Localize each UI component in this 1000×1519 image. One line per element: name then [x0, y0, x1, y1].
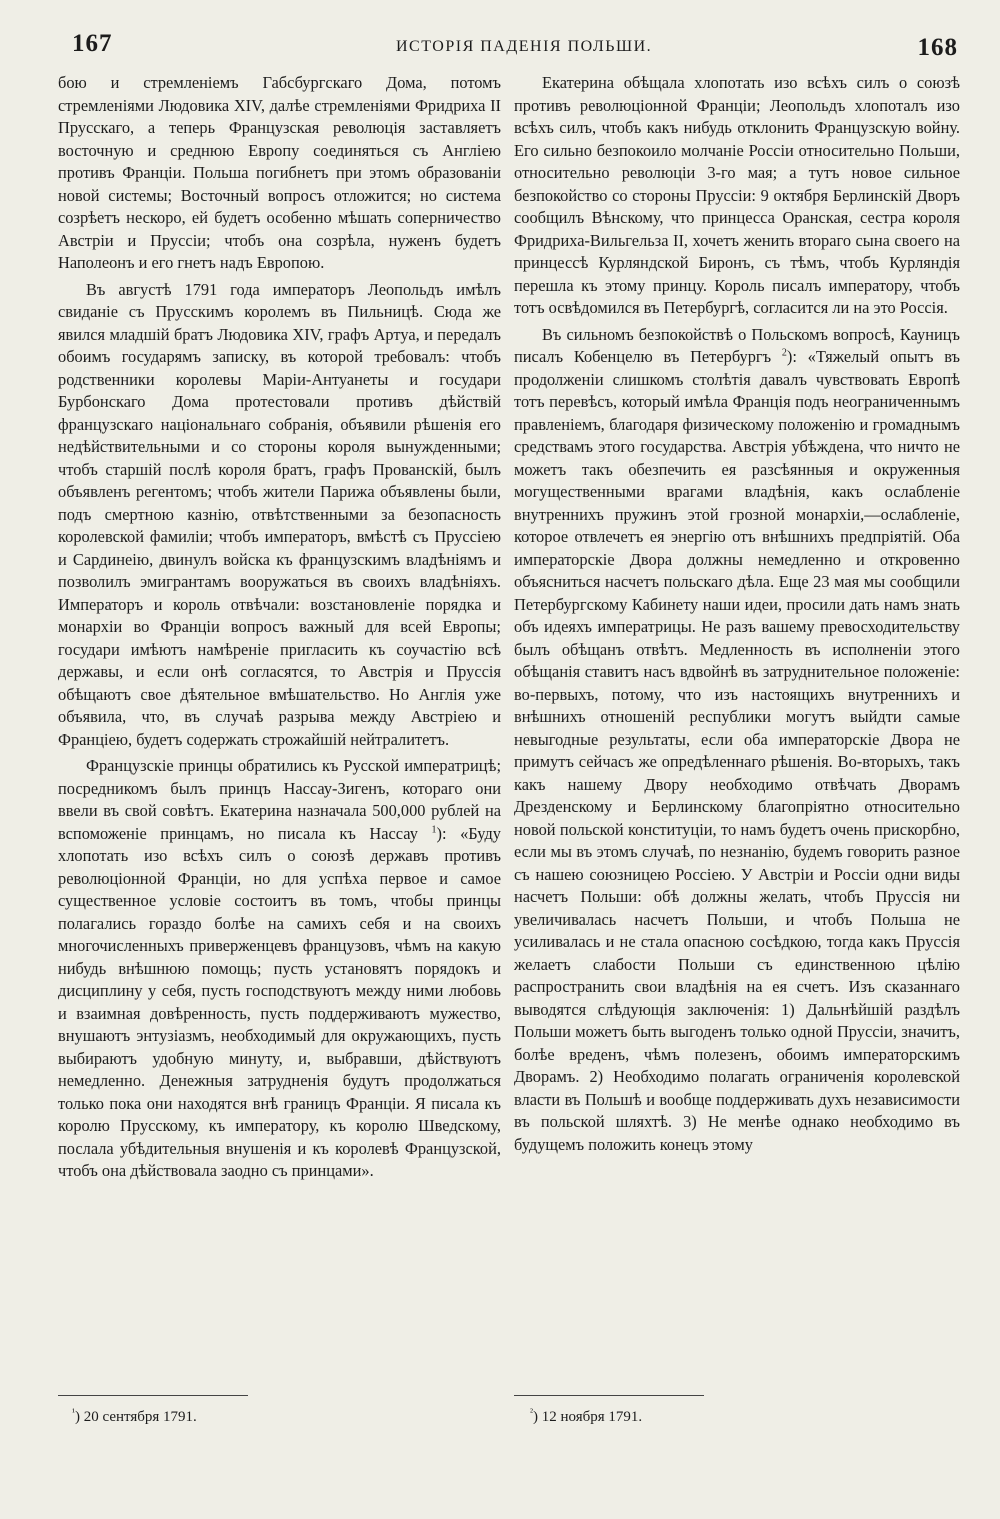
page-header — [0, 30, 1000, 70]
right-column — [514, 72, 960, 1156]
paragraph-text: Французскіе принцы обратились къ Русской императрицѣ; посредникомъ былъ принцъ Нассау-Зигенъ, котораго они ввели въ свой совѣтъ. Екатерина назначала 500,000 рублей на вспоможеніе принцамъ, но писала къ Нассау — [58, 756, 501, 843]
paragraph — [514, 324, 960, 1157]
footnote-divider — [58, 1395, 248, 1396]
running-title: ИСТОРІЯ ПАДЕНІЯ ПОЛЬШИ. — [396, 38, 653, 55]
footnote-text: ) 12 ноября 1791. — [533, 1409, 643, 1425]
footnote-mark: ² — [530, 1407, 533, 1418]
footnote — [72, 1409, 197, 1426]
footnote-ref: 2 — [781, 347, 787, 359]
paragraph: бою и стремленіемъ Габсбургскаго Дома, потомъ стремленіями Людовика XIV, далѣе стремленіями Фридриха II Прусскаго, а теперь Французская революція заставляетъ восточную и среднюю Европу соединяться съ Англіею противъ Франціи. Польша погибнетъ при этомъ образованіи новой системы; Восточный вопросъ отложится; но система созрѣетъ нескоро, ей будетъ особенно мѣшать соперничество Австріи и Пруссіи; чтобъ она созрѣла, нуженъ будетъ Наполеонъ и его гнетъ надъ Европою. — [58, 73, 501, 272]
page-number-right: 168 — [917, 34, 958, 61]
paragraph-text: Въ сильномъ безпокойствѣ о Польскомъ вопросѣ, Кауницъ писалъ Кобенцелю въ Петербургъ — [514, 324, 960, 366]
footnote-text: ) 20 сентября 1791. — [75, 1409, 197, 1425]
paragraph: Въ августѣ 1791 года императоръ Леопольдъ имѣлъ свиданіе съ Прусскимъ королемъ въ Пильницѣ. Сюда же явился младшій братъ Людовика XIV, графъ Артуа, и передалъ обоимъ государямъ записку, въ которой требовалъ: чтобъ родственники королевы Маріи-Антуанеты и государи Бурбонскаго Дома протестовали противъ дѣйствій французскаго національнаго собранія, объявили рѣшенія его недѣйствительными и со стороны короля вынужденными; чтобъ старшій послѣ короля братъ, графъ Прованскій, былъ объявленъ регентомъ; чтобъ жители Парижа объявлены были, подъ смертною казнію, отвѣтственными за безопасность королевской фамиліи; чтобъ императоръ, вмѣстѣ съ Пруссіею и Сардинеію, двинулъ войска къ французскимъ владѣніямъ и позволилъ эмигрантамъ вооружаться въ своихъ владѣніяхъ. Императоръ и король отвѣчали: возстановленіе порядка и монархіи во Франціи вопросъ важный для всей Европы; государи имѣютъ намѣреніе пригласить къ соучастію всѣ державы, и если онѣ согласятся, то Австрія и Пруссія обѣщаютъ свое дѣятельное вмѣшательство. Но Англія уже объявила, что, въ случаѣ разрыва между Австріею и Франціею, будетъ содержать строжайшій нейтралитетъ. — [58, 279, 501, 749]
footnote-mark: ¹ — [72, 1407, 75, 1418]
paragraph: Екатерина обѣщала хлопотать изо всѣхъ силъ о союзѣ противъ революціонной Франціи; Леопольдъ хлопоталъ изо всѣхъ силъ, чтобъ какъ нибудь отклонить Французскую войну. Его сильно безпокоило молчаніе Россіи относительно Польши, относительно революціи 3-го мая; а тутъ новое сильное безпокойство со стороны Пруссіи: 9 октября Берлинскій Дворъ сообщилъ Вѣнскому, что принцесса Оранская, сестра короля Фридриха-Вильгельза II, хочетъ женить втораго сына своего на принцессѣ Курляндской Биронъ, съ тѣмъ, чтобъ Курляндія перешла къ этому принцу. Король писалъ императору, чтобъ тотъ освѣдомился въ Петербургѣ, согласится ли на это Россія. — [514, 73, 960, 317]
paragraph-text: ): «Тяжелый опытъ въ продолженіи слишкомъ столѣтія давалъ чувствовать Европѣ тотъ перевѣсъ, который имѣла Франція подъ неограниченнымъ правленіемъ, благодаря физическому положенію и громаднымъ средствамъ этого государства. Австрія убѣждена, что ничто не можетъ такъ обезпечить ея разсѣянныя и окруженныя могущественными врагами владѣнія, какъ ослабленіе внутреннихъ пружинъ этой грозной монархіи,—ослабленіе, которое отвлечетъ ея энергію отъ внѣшнихъ предпріятій. Оба императорскіе Двора должны немедленно и откровенно объясниться насчетъ польскаго дѣла. Еще 23 мая мы сообщили Петербургскому Кабинету наши идеи, просили дать намъ знать объ идеяхъ императрицы. Не разъ вашему превосходительству былъ обѣщанъ отвѣтъ. Медленность въ исполненіи этого обѣщанія ставитъ насъ вдвойнѣ въ затруднительное положеніе: во-первыхъ, потому, что изъ настоящихъ внутреннихъ и внѣшнихъ отношеній республики могутъ выйдти самые невыгодные результаты, если оба императорскіе Двора не примутъ сейчасъ же опредѣленнаго рѣшенія. Во-вторыхъ, такъ какъ нашему Двору необходимо отвѣчать Дворамъ Дрезденскому и Берлинскому благопріятно относительно новой польской конституціи, то намъ будетъ очень прискорбно, если мы въ этомъ случаѣ, по незнанію, будемъ говорить разное съ нашею союзницею Россіею. У Австріи и Россіи одни виды насчетъ Польши: обѣ должны желать, чтобъ Пруссія ни увеличивалась насчетъ Польши, и чтобъ Польша не усиливалась и не стала опасною сосѣдкою, тогда какъ Пруссія желаетъ слабости Польши съ единственною цѣлію распространить свои владѣнія на ея счетъ. Изъ сказаннаго выводятся слѣдующія заключенія: 1) Дальнѣйшій раздѣлъ Польши можетъ быть выгоденъ только одной Пруссіи, значитъ, болѣе вреденъ, чѣмъ полезенъ, обоимъ императорскимъ Дворамъ. 2) Необходимо полагать ограниченія королевской власти въ Польшѣ и вообще поддерживать духъ независимости въ польской шляхтѣ. 3) Не менѣе однако необходимо въ будущемъ положить конецъ этому — [514, 347, 961, 1154]
footnote-divider — [514, 1395, 704, 1396]
left-column — [58, 72, 501, 1183]
paragraph-text: ): «Буду хлопотать изо всѣхъ силъ о союзѣ державъ противъ революціонной Франціи, но для успѣха первое и самое существенное условіе состоитъ въ томъ, чтобы принцы полагались гораздо болѣе на самихъ себя и на своихъ многочисленныхъ приверженцевъ французовъ, чѣмъ на какую нибудь внѣшнюю помощь; пусть установятъ порядокъ и дисциплину у себя, пусть господствуютъ между ними любовь и взаимная довѣренность, пусть поддерживаютъ мужество, внушаютъ энтузіазмъ, необходимый для окружающихъ, пусть выбираютъ удобную минуту, и, выбравши, дѣйствуютъ немедленно. Денежныя затрудненія будутъ продолжаться только пока они находятся внѣ границъ Франціи. Я писала къ королю Прусскому, къ императору, къ королю Шведскому, послала убѣдительныя внушенія и къ королевѣ Французской, чтобъ она дѣйствовала заодно съ принцами». — [58, 823, 501, 1180]
paragraph — [58, 755, 501, 1183]
page-number-left: 167 — [72, 30, 113, 57]
footnote — [530, 1409, 642, 1426]
footnote-ref: 1 — [431, 824, 437, 836]
